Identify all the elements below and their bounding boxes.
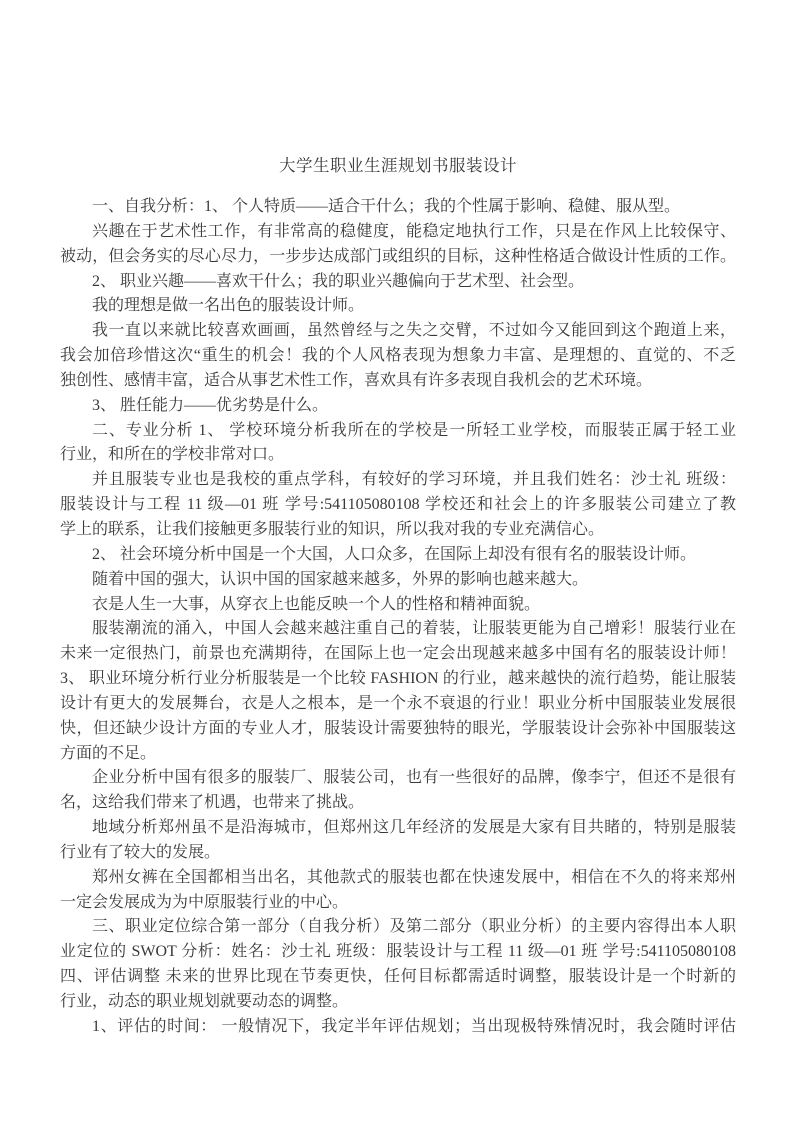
text-line: 未来一定很热门，前景也充满期待，在国际上也一定会出现越来越多中国有名的服装设计师！ (60, 645, 736, 663)
document-title: 大学生职业生涯规划书服装设计 (279, 156, 517, 175)
text-line: 随着中国的强大，认识中国的国家越来越多，外界的影响也越来越大。 (92, 570, 589, 588)
text-line: 并且服装专业也是我校的重点学科，有较好的学习环境，并且我们姓名：沙士礼 班级： (92, 471, 736, 489)
text-line: 服装设计与工程 11 级—01 班 学号:541105080108 学校还和社会上的许多服装公司建立了教 (60, 496, 736, 514)
text-line: 三、职业定位综合第一部分（自我分析）及第二部分（职业分析）的主要内容得出本人职 (92, 918, 736, 936)
text-line: 一定会发展成为为中原服装行业的中心。 (60, 893, 349, 911)
text-line: 快，但还缺少设计方面的专业人才，服装设计需要独特的眼光，学服装设计会弥补中国服装这 (60, 719, 736, 737)
text-line: 郑州女裤在全国都相当出名，其他款式的服装也都在快速发展中，相信在不久的将来郑州 (92, 868, 736, 886)
text-line: 地域分析郑州虽不是沿海城市，但郑州这几年经济的发展是大家有目共睹的，特别是服装 (92, 819, 736, 837)
document-body (60, 195, 736, 1040)
text-line: 2、 社会环境分析中国是一个大国，人口众多，在国际上却没有很有名的服装设计师。 (92, 545, 697, 563)
text-line: 行业，动态的职业规划就要动态的调整。 (60, 993, 349, 1010)
text-line: 我会加倍珍惜这次“重生的机会！我的个人风格表现为想象力丰富、是理想的、直觉的、不乏 (60, 347, 736, 365)
text-line: 行业有了较大的发展。 (60, 843, 221, 861)
text-line: 四、评估调整 未来的世界比现在节奏更快，任何目标都需适时调整，服装设计是一个时新的 (60, 968, 736, 986)
text-line: 兴趣在于艺术性工作，有非常高的稳健度，能稳定地执行工作，只是在作风上比较保守、 (92, 222, 736, 240)
text-line: 被动，但会务实的尽心尽力，一步步达成部门或组织的目标，这种性格适合做设计性质的工作。 (60, 247, 736, 265)
text-line: 独创性、感情丰富，适合从事艺术性工作，喜欢具有许多表现自我机会的艺术环境。 (60, 371, 653, 389)
text-line: 二、专业分析 1、 学校环境分析我所在的学校是一所轻工业学校，而服装正属于轻工业 (92, 421, 736, 439)
text-line: 方面的不足。 (60, 744, 157, 762)
text-line: 设计有更大的发展舞台，衣是人之根本，是一个永不衰退的行业！职业分析中国服装业发展很 (60, 694, 736, 712)
text-line: 2、 职业兴趣——喜欢干什么；我的职业兴趣偏向于艺术型、社会型。 (92, 272, 585, 290)
text-line: 名，这给我们带来了机遇，也带来了挑战。 (60, 794, 365, 812)
text-line: 业定位的 SWOT 分析：姓名：沙士礼 班级：服装设计与工程 11 级—01 班 学号:541105080108 (60, 943, 736, 961)
text-line: 衣是人生一大事，从穿衣上也能反映一个人的性格和精神面貌。 (92, 595, 541, 613)
text-line: 3、 胜任能力——优劣势是什么。 (92, 396, 329, 414)
text-line: 行业，和所在的学校非常对口。 (60, 446, 285, 464)
text-line: 我的理想是做一名出色的服装设计师。 (92, 297, 365, 315)
text-line: 我一直以来就比较喜欢画画，虽然曾经与之失之交臂，不过如今又能回到这个跑道上来， (92, 322, 736, 340)
text-line: 学上的联系，让我们接触更多服装行业的知识，所以我对我的专业充满信心。 (60, 520, 605, 538)
text-line: 1、评估的时间： 一般情况下，我定半年评估规划；当出现极特殊情况时，我会随时评估 (92, 1017, 736, 1035)
text-line: 一、自我分析：1、 个人特质——适合干什么；我的个性属于影响、稳健、服从型。 (92, 198, 681, 215)
text-line: 服装潮流的涌入，中国人会越来越注重自己的着装，让服装更能为自己增彩！服装行业在 (92, 620, 736, 638)
text-line: 3、 职业环境分析行业分析服装是一个比较 FASHION 的行业，越来越快的流行趋势，能让服装 (60, 670, 736, 688)
text-line: 企业分析中国有很多的服装厂、服装公司，也有一些很好的品牌，像李宁，但还不是很有 (92, 769, 736, 787)
